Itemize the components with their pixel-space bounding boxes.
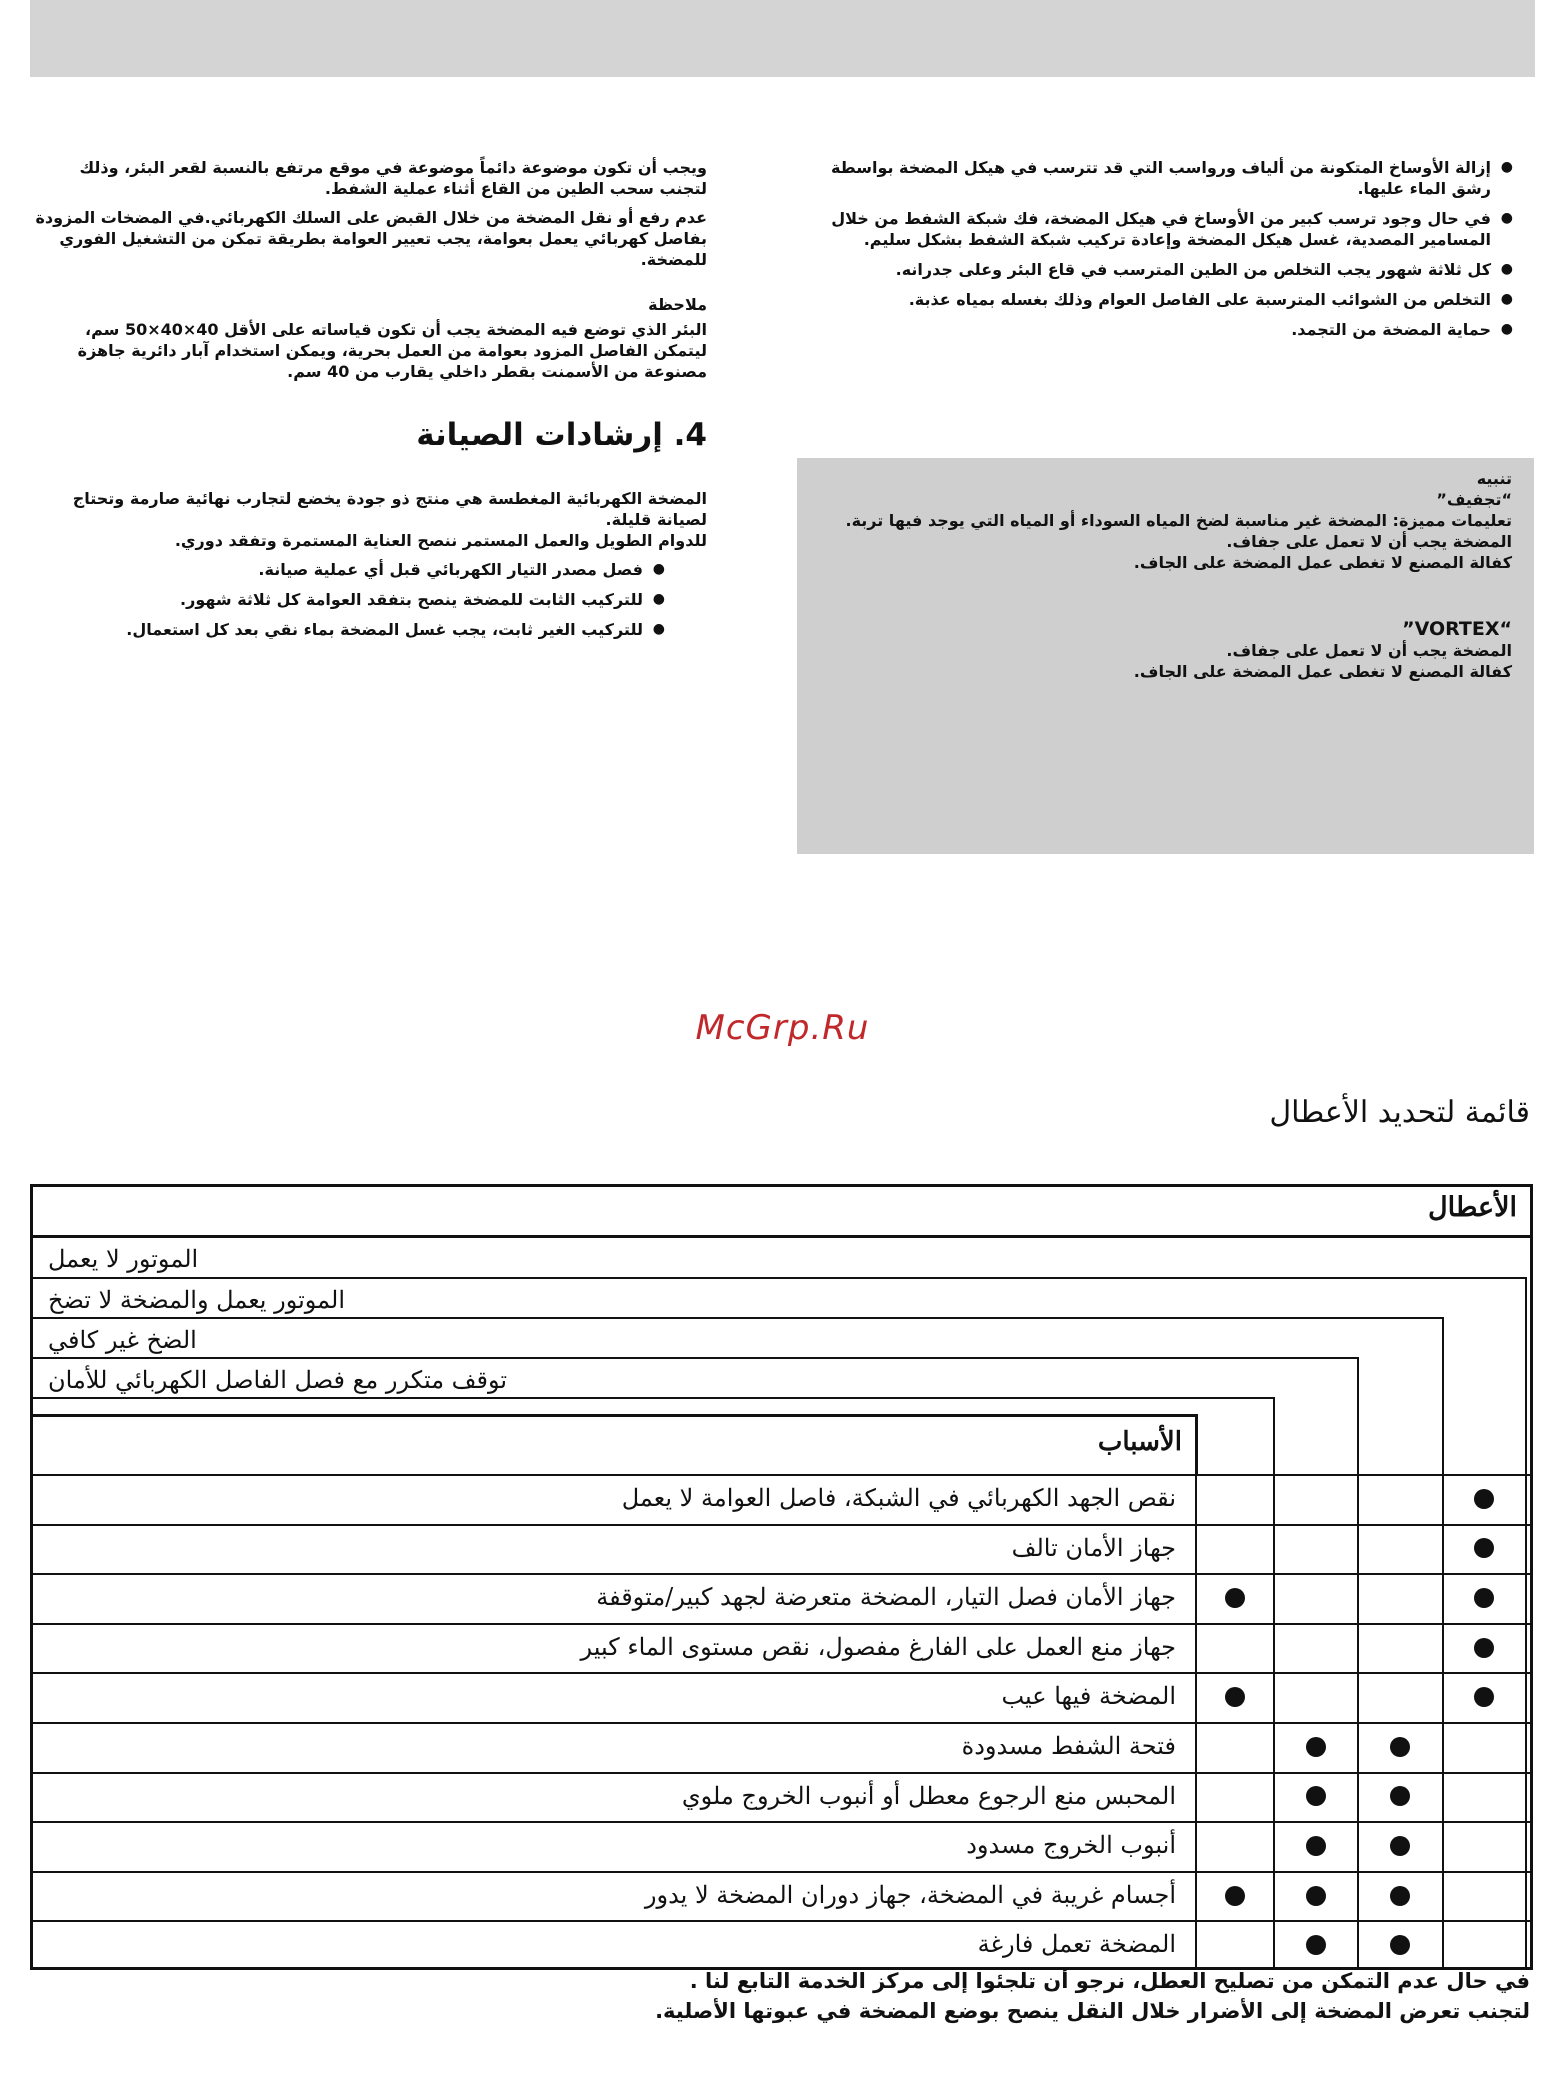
warning-subtitle: “تجفيف” bbox=[1436, 490, 1512, 509]
fault-row-line bbox=[30, 1277, 1525, 1279]
list-item: ● التخلص من الشوائب المترسبة على الفاصل العوام وذلك بغسله بمياه عذبة. bbox=[908, 290, 1513, 309]
table-row-divider bbox=[30, 1524, 1533, 1526]
note-text: البئر الذي توضع فيه المضخة يجب أن تكون قياساته على الأقل 40×40×50 سم، ليتمكن الفاصل المزود بعوامة من العمل بحرية، ويمكن استخدام آبار دائرية جاهزة مصنوعة من الأسمنت بقطر داخلي يقارب من 40 سم. bbox=[77, 320, 707, 381]
fault-mark-dot bbox=[1474, 1638, 1494, 1658]
bullet-icon: ● bbox=[1500, 321, 1513, 337]
fault-mark-dot bbox=[1306, 1737, 1326, 1757]
checklist-title: قائمة لتحديد الأعطال bbox=[1269, 1095, 1530, 1130]
warning-box bbox=[797, 458, 1534, 854]
maintenance-bullet-list bbox=[795, 157, 1515, 340]
fault-mark-dot bbox=[1306, 1886, 1326, 1906]
table-row-divider bbox=[30, 1672, 1533, 1674]
maintenance-steps-list bbox=[67, 559, 707, 640]
fault-label: الضخ غير كافي bbox=[48, 1326, 197, 1354]
list-item: ● للتركيب الثابت للمضخة ينصح بتفقد العوامة كل ثلاثة شهور. bbox=[180, 590, 665, 609]
cause-label: جهاز منع العمل على الفارغ مفصول، نقص مستوى الماء كبير bbox=[580, 1633, 1176, 1661]
fault-mark-dot bbox=[1306, 1836, 1326, 1856]
warning-line: تعليمات مميزة: المضخة غير مناسبة لضخ المياه السوداء أو المياه التي يوجد فيها تربة. bbox=[845, 511, 1512, 530]
section-paragraph-2: للدوام الطويل والعمل المستمر ننصح العناية المستمرة وتفقد دوري. bbox=[174, 531, 707, 550]
fault-row-line bbox=[30, 1357, 1357, 1359]
vortex-label: “VORTEX” bbox=[1402, 618, 1512, 640]
installation-paragraph: ويجب أن تكون موضوعة دائماً موضوعة في موقع مرتفع بالنسبة لقعر البئر، وذلك لتجنب سحب الطين من القاع أثناء عملية الشفط. bbox=[79, 158, 707, 198]
footer-line: في حال عدم التمكن من تصليح العطل، نرجو أن تلجئوا إلى مركز الخدمة التابع لنا . bbox=[689, 1969, 1530, 1993]
cause-label: المضخة تعمل فارغة bbox=[977, 1930, 1176, 1958]
fault-mark-dot bbox=[1474, 1538, 1494, 1558]
header-band bbox=[30, 0, 1535, 77]
left-column bbox=[32, 157, 707, 649]
section-title: 4. إرشادات الصيانة bbox=[416, 417, 707, 453]
list-item: ● إزالة الأوساخ المتكونة من ألياف ورواسب التي قد تترسب في هيكل المضخة بواسطة رشق الماء عليها. bbox=[830, 158, 1513, 198]
table-row-divider bbox=[30, 1722, 1533, 1724]
list-item: ● للتركيب الغير ثابت، يجب غسل المضخة بماء نقي بعد كل استعمال. bbox=[126, 620, 665, 639]
table-row-divider bbox=[30, 1623, 1533, 1625]
cause-label: فتحة الشفط مسدودة bbox=[961, 1732, 1176, 1760]
fault-row-line bbox=[30, 1397, 1273, 1399]
footer-notes bbox=[30, 1966, 1530, 2026]
fault-row-line bbox=[30, 1317, 1442, 1319]
note-title: ملاحظة bbox=[648, 295, 707, 314]
list-item: ● في حال وجود ترسب كبير من الأوساخ في هيكل المضخة، فك شبكة الشفط من خلال المسامير المصدية، غسل هيكل المضخة وإعادة تركيب شبكة الشفط بشكل سليم. bbox=[831, 209, 1513, 249]
fault-mark-dot bbox=[1390, 1836, 1410, 1856]
bullet-icon: ● bbox=[1500, 291, 1513, 307]
warning-line: المضخة يجب أن لا تعمل على جفاف. bbox=[1226, 532, 1512, 551]
warning-line: كفالة المصنع لا تغطى عمل المضخة على الجاف. bbox=[1133, 553, 1512, 572]
section-paragraph: المضخة الكهربائية المغطسة هي منتج ذو جودة يخضع لتجارب نهائية صارمة وتحتاج لصيانة قليلة. bbox=[72, 489, 707, 529]
warning-line: كفالة المصنع لا تغطى عمل المضخة على الجاف. bbox=[1133, 662, 1512, 681]
bullet-icon: ● bbox=[652, 561, 665, 577]
table-row-divider bbox=[30, 1871, 1533, 1873]
right-column bbox=[795, 157, 1515, 349]
table-row-divider bbox=[30, 1474, 1533, 1476]
table-row-divider bbox=[30, 1920, 1533, 1922]
fault-mark-dot bbox=[1474, 1489, 1494, 1509]
handling-paragraph: عدم رفع أو نقل المضخة من خلال القبض على السلك الكهربائي.في المضخات المزودة بفاصل كهربائي يعمل بعوامة، يجب تعيير العوامة بطريقة تمكن من التشغيل الفوري للمضخة. bbox=[35, 208, 707, 269]
fault-mark-dot bbox=[1474, 1687, 1494, 1707]
footer-line: لتجنب تعرض المضخة إلى الأضرار خلال النقل ينصح بوضع المضخة في عبوتها الأصلية. bbox=[655, 1999, 1530, 2023]
fault-mark-dot bbox=[1225, 1687, 1245, 1707]
fault-mark-dot bbox=[1390, 1786, 1410, 1806]
bullet-icon: ● bbox=[1500, 261, 1513, 277]
column-divider bbox=[1273, 1397, 1275, 1970]
fault-label: توقف متكرر مع فصل الفاصل الكهربائي للأمان bbox=[48, 1366, 508, 1394]
causes-header-top bbox=[30, 1414, 1198, 1417]
fault-mark-dot bbox=[1306, 1935, 1326, 1955]
bullet-icon: ● bbox=[652, 621, 665, 637]
faults-header: الأعطال bbox=[1427, 1192, 1517, 1223]
causes-header-side bbox=[1195, 1414, 1198, 1474]
table-row-divider bbox=[30, 1772, 1533, 1774]
bullet-icon: ● bbox=[652, 591, 665, 607]
warning-title: تنبيه bbox=[1476, 469, 1512, 488]
list-item: ● كل ثلاثة شهور يجب التخلص من الطين المترسب في قاع البئر وعلى جدرانه. bbox=[895, 260, 1513, 279]
cause-label: جهاز الأمان تالف bbox=[1011, 1534, 1176, 1562]
watermark: McGrp.Ru bbox=[695, 1008, 870, 1048]
cause-label: أنبوب الخروج مسدود bbox=[966, 1831, 1176, 1859]
table-row-divider bbox=[30, 1821, 1533, 1823]
fault-label: الموتور يعمل والمضخة لا تضخ bbox=[48, 1286, 346, 1314]
cause-label: المضخة فيها عيب bbox=[1001, 1682, 1176, 1710]
fault-mark-dot bbox=[1225, 1886, 1245, 1906]
fault-mark-dot bbox=[1390, 1886, 1410, 1906]
cause-label: أجسام غريبة في المضخة، جهاز دوران المضخة لا يدور bbox=[644, 1881, 1176, 1909]
fault-mark-dot bbox=[1225, 1588, 1245, 1608]
cause-label: المحبس منع الرجوع معطل أو أنبوب الخروج ملوي bbox=[681, 1782, 1176, 1810]
list-item: ● حماية المضخة من التجمد. bbox=[1291, 320, 1513, 339]
table-row-divider bbox=[30, 1573, 1533, 1575]
fault-mark-dot bbox=[1390, 1935, 1410, 1955]
fault-mark-dot bbox=[1474, 1588, 1494, 1608]
bullet-icon: ● bbox=[1500, 210, 1513, 226]
bullet-icon: ● bbox=[1500, 159, 1513, 175]
warning-line: المضخة يجب أن لا تعمل على جفاف. bbox=[1226, 641, 1512, 660]
fault-label: الموتور لا يعمل bbox=[48, 1245, 199, 1273]
list-item: ● فصل مصدر التيار الكهربائي قبل أي عملية صيانة. bbox=[258, 560, 665, 579]
fault-mark-dot bbox=[1390, 1737, 1410, 1757]
cause-label: نقص الجهد الكهربائي في الشبكة، فاصل العوامة لا يعمل bbox=[621, 1484, 1176, 1512]
faults-header-divider bbox=[30, 1235, 1533, 1238]
column-divider bbox=[1357, 1357, 1359, 1970]
fault-mark-dot bbox=[1306, 1786, 1326, 1806]
causes-header: الأسباب bbox=[1097, 1427, 1182, 1457]
cause-label: جهاز الأمان فصل التيار، المضخة متعرضة لجهد كبير/متوقفة bbox=[596, 1583, 1176, 1611]
